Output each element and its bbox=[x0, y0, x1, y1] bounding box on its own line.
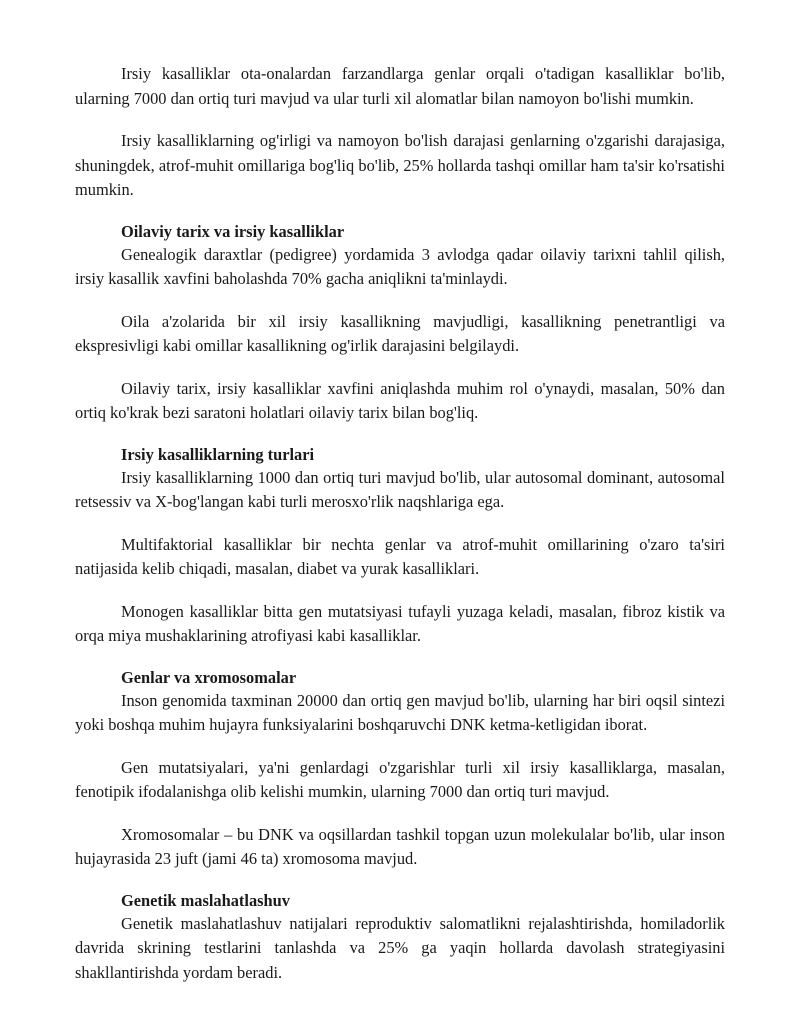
section-genes-chromosomes bbox=[75, 667, 725, 872]
section-paragraph: Oilaviy tarix, irsiy kasalliklar xavfini aniqlashda muhim rol o'ynaydi, masalan, 50% dan ortiq ko'krak bezi saratoni holatlari oilaviy tarix bilan bog'liq. bbox=[75, 378, 725, 422]
section-heading: Irsiy kasalliklarning turlari bbox=[121, 444, 315, 464]
section-paragraph: Oila a'zolarida bir xil irsiy kasallikning mavjudligi, kasallikning penetrantligi va ekspresivligi kabi omillar kasallikning og'irlik darajasini belgilaydi. bbox=[75, 311, 725, 355]
section-paragraph: Genetik maslahatlashuv natijalari reproduktiv salomatlikni rejalashtirishda, homiladorlik davrida skrining testlarini tanlashda va 25% ga yaqin hollarda davolash strategiyasini shakllantirishda yordam beradi. bbox=[75, 913, 725, 982]
section-paragraph: Multifaktorial kasalliklar bir nechta genlar va atrof-muhit omillarining o'zaro ta'siri natijasida kelib chiqadi, masalan, diabet va yurak kasalliklari. bbox=[75, 534, 725, 578]
section-heading: Genlar va xromosomalar bbox=[121, 667, 297, 687]
section-paragraph: Gen mutatsiyalari, ya'ni genlardagi o'zgarishlar turli xil irsiy kasalliklarga, masalan, fenotipik ifodalanishga olib kelishi mumkin, ularning 7000 dan ortiq turi mavjud. bbox=[75, 757, 725, 801]
section-disease-types bbox=[75, 444, 725, 649]
section-paragraph: Inson genomida taxminan 20000 dan ortiq gen mavjud bo'lib, ularning har biri oqsil sintezi yoki boshqa muhim hujayra funksiyalarini boshqaruvchi DNK ketma-ketligidan iborat. bbox=[75, 690, 725, 734]
section-paragraph: Xromosomalar – bu DNK va oqsillardan tashkil topgan uzun molekulalar bo'lib, ular inson hujayrasida 23 juft (jami 46 ta) xromosoma mavjud. bbox=[75, 824, 725, 868]
section-heading: Oilaviy tarix va irsiy kasalliklar bbox=[121, 221, 345, 241]
section-heading: Genetik maslahatlashuv bbox=[121, 890, 290, 910]
section-paragraph: Monogen kasalliklar bitta gen mutatsiyasi tufayli yuzaga keladi, masalan, fibroz kistik va orqa miya mushaklarining atrofiyasi kabi kasalliklar. bbox=[75, 601, 725, 645]
section-paragraph: Genealogik daraxtlar (pedigree) yordamida 3 avlodga qadar oilaviy tarixni tahlil qilish, irsiy kasallik xavfini baholashda 70% gacha aniqlikni ta'minlaydi. bbox=[75, 244, 725, 288]
section-paragraph: Irsiy kasalliklarning 1000 dan ortiq turi mavjud bo'lib, ular autosomal dominant, autosomal retsessiv va X-bog'langan kabi turli merosxo'rlik naqshlariga ega. bbox=[75, 467, 725, 511]
document-page bbox=[75, 62, 725, 1003]
intro-paragraph-2: Irsiy kasalliklarning og'irligi va namoyon bo'lish darajasi genlarning o'zgarishi darajasiga, shuningdek, atrof-muhit omillariga bog'liq bo'lib, 25% hollarda tashqi omillar ham ta'sir ko'rsatishi mumkin. bbox=[75, 131, 725, 199]
section-genetic-counseling bbox=[75, 890, 725, 986]
intro-paragraph-1: Irsiy kasalliklar ota-onalardan farzandlarga genlar orqali o'tadigan kasalliklar bo'lib, ularning 7000 dan ortiq turi mavjud va ular turli xil alomatlar bilan namoyon bo'lishi mumkin. bbox=[75, 64, 725, 108]
section-family-history bbox=[75, 221, 725, 426]
